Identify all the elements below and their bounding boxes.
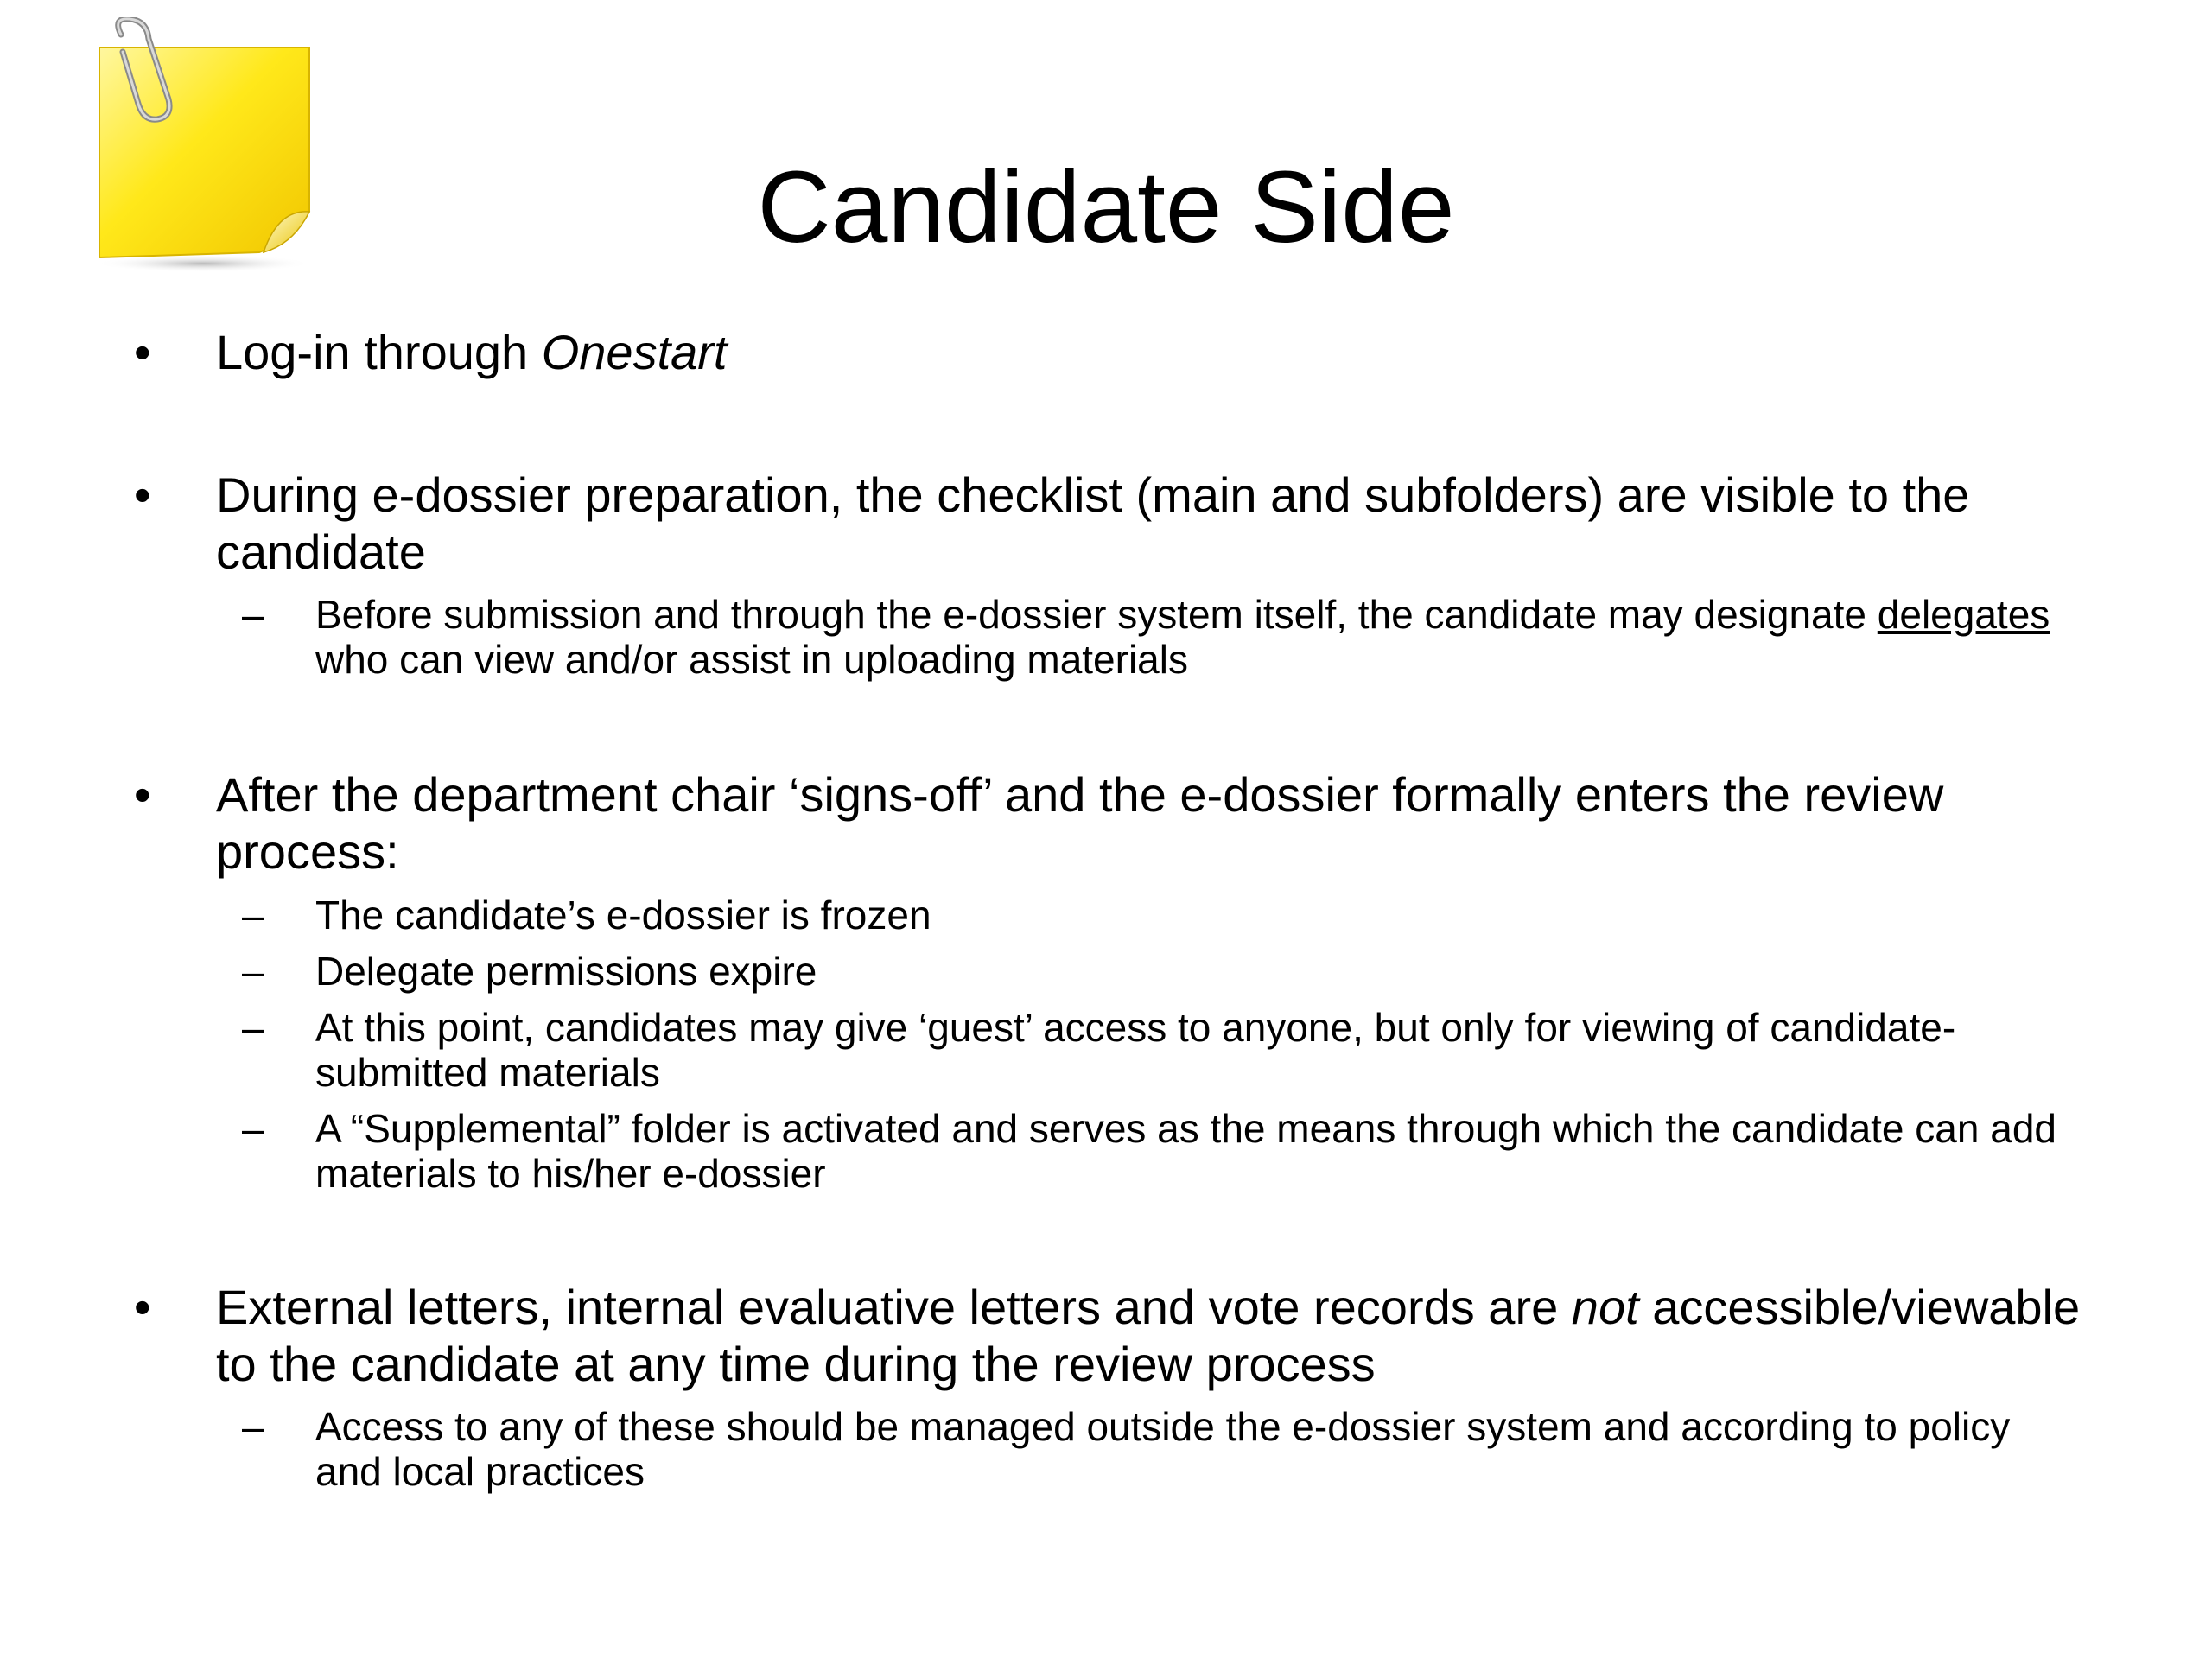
bullet-marker: • [134,325,151,379]
bullet-item [134,1279,2117,1393]
bullet-item [134,324,2117,381]
sub-bullet-marker: – [242,1005,264,1050]
sub-bullet-text: Delegate permissions expire [315,949,817,994]
bullet-text: External letters, internal evaluative letters and vote records are [216,1280,1572,1334]
sub-bullet-marker: – [242,1404,264,1449]
onestart-term: Onestart [541,325,728,379]
bullet-text: During e-dossier preparation, the checklist (main and subfolders) are visible to the candidate [216,467,1970,579]
sub-bullet-marker: – [242,592,264,637]
bullet-marker: • [134,1280,151,1334]
sub-bullet-item [242,1106,2087,1196]
bullet-item [134,467,2117,581]
bullet-text: accessible/viewable to the candidate at any time during the review process [216,1280,2081,1391]
delegates-link: delegates [1877,592,2050,637]
sub-bullet-marker: – [242,949,264,994]
sub-bullet-text: The candidate’s e-dossier is frozen [315,893,931,938]
sub-bullet-item [242,1005,2087,1095]
sub-bullet-text: A “Supplemental” folder is activated and serves as the means through which the candidate can add materials to his/her e-dossier [315,1106,2056,1196]
bullet-marker: • [134,467,151,522]
emphasis-not: not [1571,1280,1639,1334]
sub-bullet-item [242,1404,2087,1494]
sub-bullet-item [242,893,2087,938]
bullet-text: Log-in through [216,325,542,379]
sub-bullet-text: who can view and/or assist in uploading materials [315,637,1188,682]
sub-bullet-marker: – [242,1106,264,1151]
bullet-text: After the department chair ‘signs-off’ and the e-dossier formally enters the review process: [216,767,1944,879]
slide-title: Candidate Side [757,150,1455,264]
sub-bullet-text: Before submission and through the e-dossier system itself, the candidate may designate [315,592,1878,637]
bullet-marker: • [134,767,151,822]
sub-bullet-text: At this point, candidates may give ‘guest’ access to anyone, but only for viewing of candidate-submitted materials [315,1005,1956,1095]
sub-bullet-item [242,592,2087,682]
bullet-item [134,766,2117,880]
sub-bullet-marker: – [242,893,264,938]
sub-bullet-text: Access to any of these should be managed outside the e-dossier system and according to policy and local practices [315,1404,2011,1494]
sub-bullet-item [242,949,2087,994]
